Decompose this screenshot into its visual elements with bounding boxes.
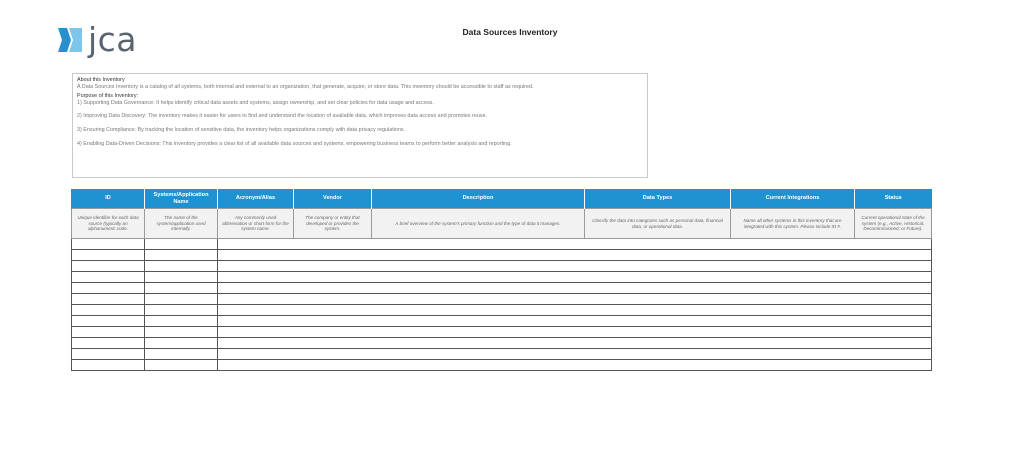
jca-logo-icon (58, 28, 82, 52)
column-desc-data-types: Classify the data into categories such as personal data, financial data, or operational data. (585, 209, 731, 239)
purpose-item-1: 1) Supporting Data Governance: It helps identify critical data assets and systems, assign ownership, and set clear policies for data usage and access. (77, 99, 434, 106)
column-desc-system-name: The name of the system/application used internally. (145, 209, 218, 239)
table-cell[interactable] (145, 360, 218, 371)
column-header-status: Status (855, 189, 932, 209)
column-desc-acronym: Any commonly used abbreviation or short form for the system name. (218, 209, 294, 239)
about-body: A Data Sources Inventory is a catalog of all systems, both internal and external to an organization, that generate, acquire, or store data. This inventory should be accessible to staff as required. (77, 83, 534, 90)
table-cell[interactable] (72, 261, 145, 272)
table-cell[interactable] (218, 294, 932, 305)
table-cell[interactable] (218, 261, 932, 272)
document-title: Data Sources Inventory (462, 27, 558, 37)
column-desc-status: Current operational state of the system (e.g., Active, Historical, Decommissioned, or Future). (855, 209, 932, 239)
table-cell[interactable] (145, 327, 218, 338)
column-header-id: ID (72, 189, 145, 209)
purpose-item-3: 3) Ensuring Compliance: By tracking the location of sensitive data, the inventory helps organizations comply with data privacy regulations. (77, 126, 406, 133)
table-cell[interactable] (145, 316, 218, 327)
table-cell[interactable] (145, 349, 218, 360)
table-cell[interactable] (145, 272, 218, 283)
column-header-integrations: Current Integrations (731, 189, 855, 209)
table-cell[interactable] (145, 338, 218, 349)
table-cell[interactable] (145, 261, 218, 272)
column-header-system-name: Systems/Application Name (145, 189, 218, 209)
table-cell[interactable] (145, 305, 218, 316)
table-cell[interactable] (72, 338, 145, 349)
column-desc-integrations: Name all other systems in this inventory that are integrated with this system. Please include ID #. (731, 209, 855, 239)
table-cell[interactable] (145, 250, 218, 261)
table-row (72, 316, 932, 327)
inventory-table (71, 189, 932, 371)
jca-logo (58, 20, 138, 59)
table-row (72, 349, 932, 360)
table-cell[interactable] (218, 349, 932, 360)
table-row (72, 272, 932, 283)
table-cell[interactable] (72, 360, 145, 371)
table-header-row (72, 189, 932, 209)
column-desc-vendor: The company or entity that developed or provides the system. (294, 209, 372, 239)
table-cell[interactable] (218, 327, 932, 338)
table-cell[interactable] (145, 283, 218, 294)
about-inventory-box (72, 73, 648, 178)
column-header-acronym: Acronym/Alias (218, 189, 294, 209)
table-cell[interactable] (218, 250, 932, 261)
table-cell[interactable] (72, 316, 145, 327)
about-heading: About this Inventory (77, 77, 125, 83)
table-cell[interactable] (145, 294, 218, 305)
table-cell[interactable] (72, 327, 145, 338)
table-cell[interactable] (218, 283, 932, 294)
table-cell[interactable] (72, 283, 145, 294)
column-header-description: Description (372, 189, 585, 209)
table-cell[interactable] (72, 239, 145, 250)
table-cell[interactable] (72, 250, 145, 261)
table-cell[interactable] (218, 360, 932, 371)
table-row (72, 250, 932, 261)
column-desc-description: A brief overview of the system's primary function and the type of data it manages. (372, 209, 585, 239)
table-cell[interactable] (218, 272, 932, 283)
table-cell[interactable] (72, 349, 145, 360)
table-row (72, 283, 932, 294)
purpose-heading: Purpose of this Inventory: (77, 93, 139, 100)
table-row (72, 294, 932, 305)
table-row (72, 360, 932, 371)
table-cell[interactable] (145, 239, 218, 250)
table-cell[interactable] (218, 338, 932, 349)
table-cell[interactable] (218, 316, 932, 327)
column-header-data-types: Data Types (585, 189, 731, 209)
table-row (72, 305, 932, 316)
purpose-item-4: 4) Enabling Data-Driven Decisions: This inventory provides a clear list of all available data sources and systems, empowering business teams to perform better analysis and reporting. (77, 140, 512, 147)
table-cell[interactable] (218, 305, 932, 316)
table-row (72, 338, 932, 349)
table-row (72, 239, 932, 250)
table-row (72, 327, 932, 338)
logo-text: jca (88, 20, 138, 59)
column-description-row (72, 209, 932, 239)
table-cell[interactable] (72, 272, 145, 283)
column-header-vendor: Vendor (294, 189, 372, 209)
column-desc-id: Unique identifier for each data source (typically an alphanumeric code. (72, 209, 145, 239)
purpose-item-2: 2) Improving Data Discovery: The inventory makes it easier for users to find and understand the location of available data, which improves data access and promotes reuse. (77, 113, 488, 120)
table-cell[interactable] (72, 305, 145, 316)
table-cell[interactable] (72, 294, 145, 305)
table-row (72, 261, 932, 272)
table-cell[interactable] (218, 239, 932, 250)
